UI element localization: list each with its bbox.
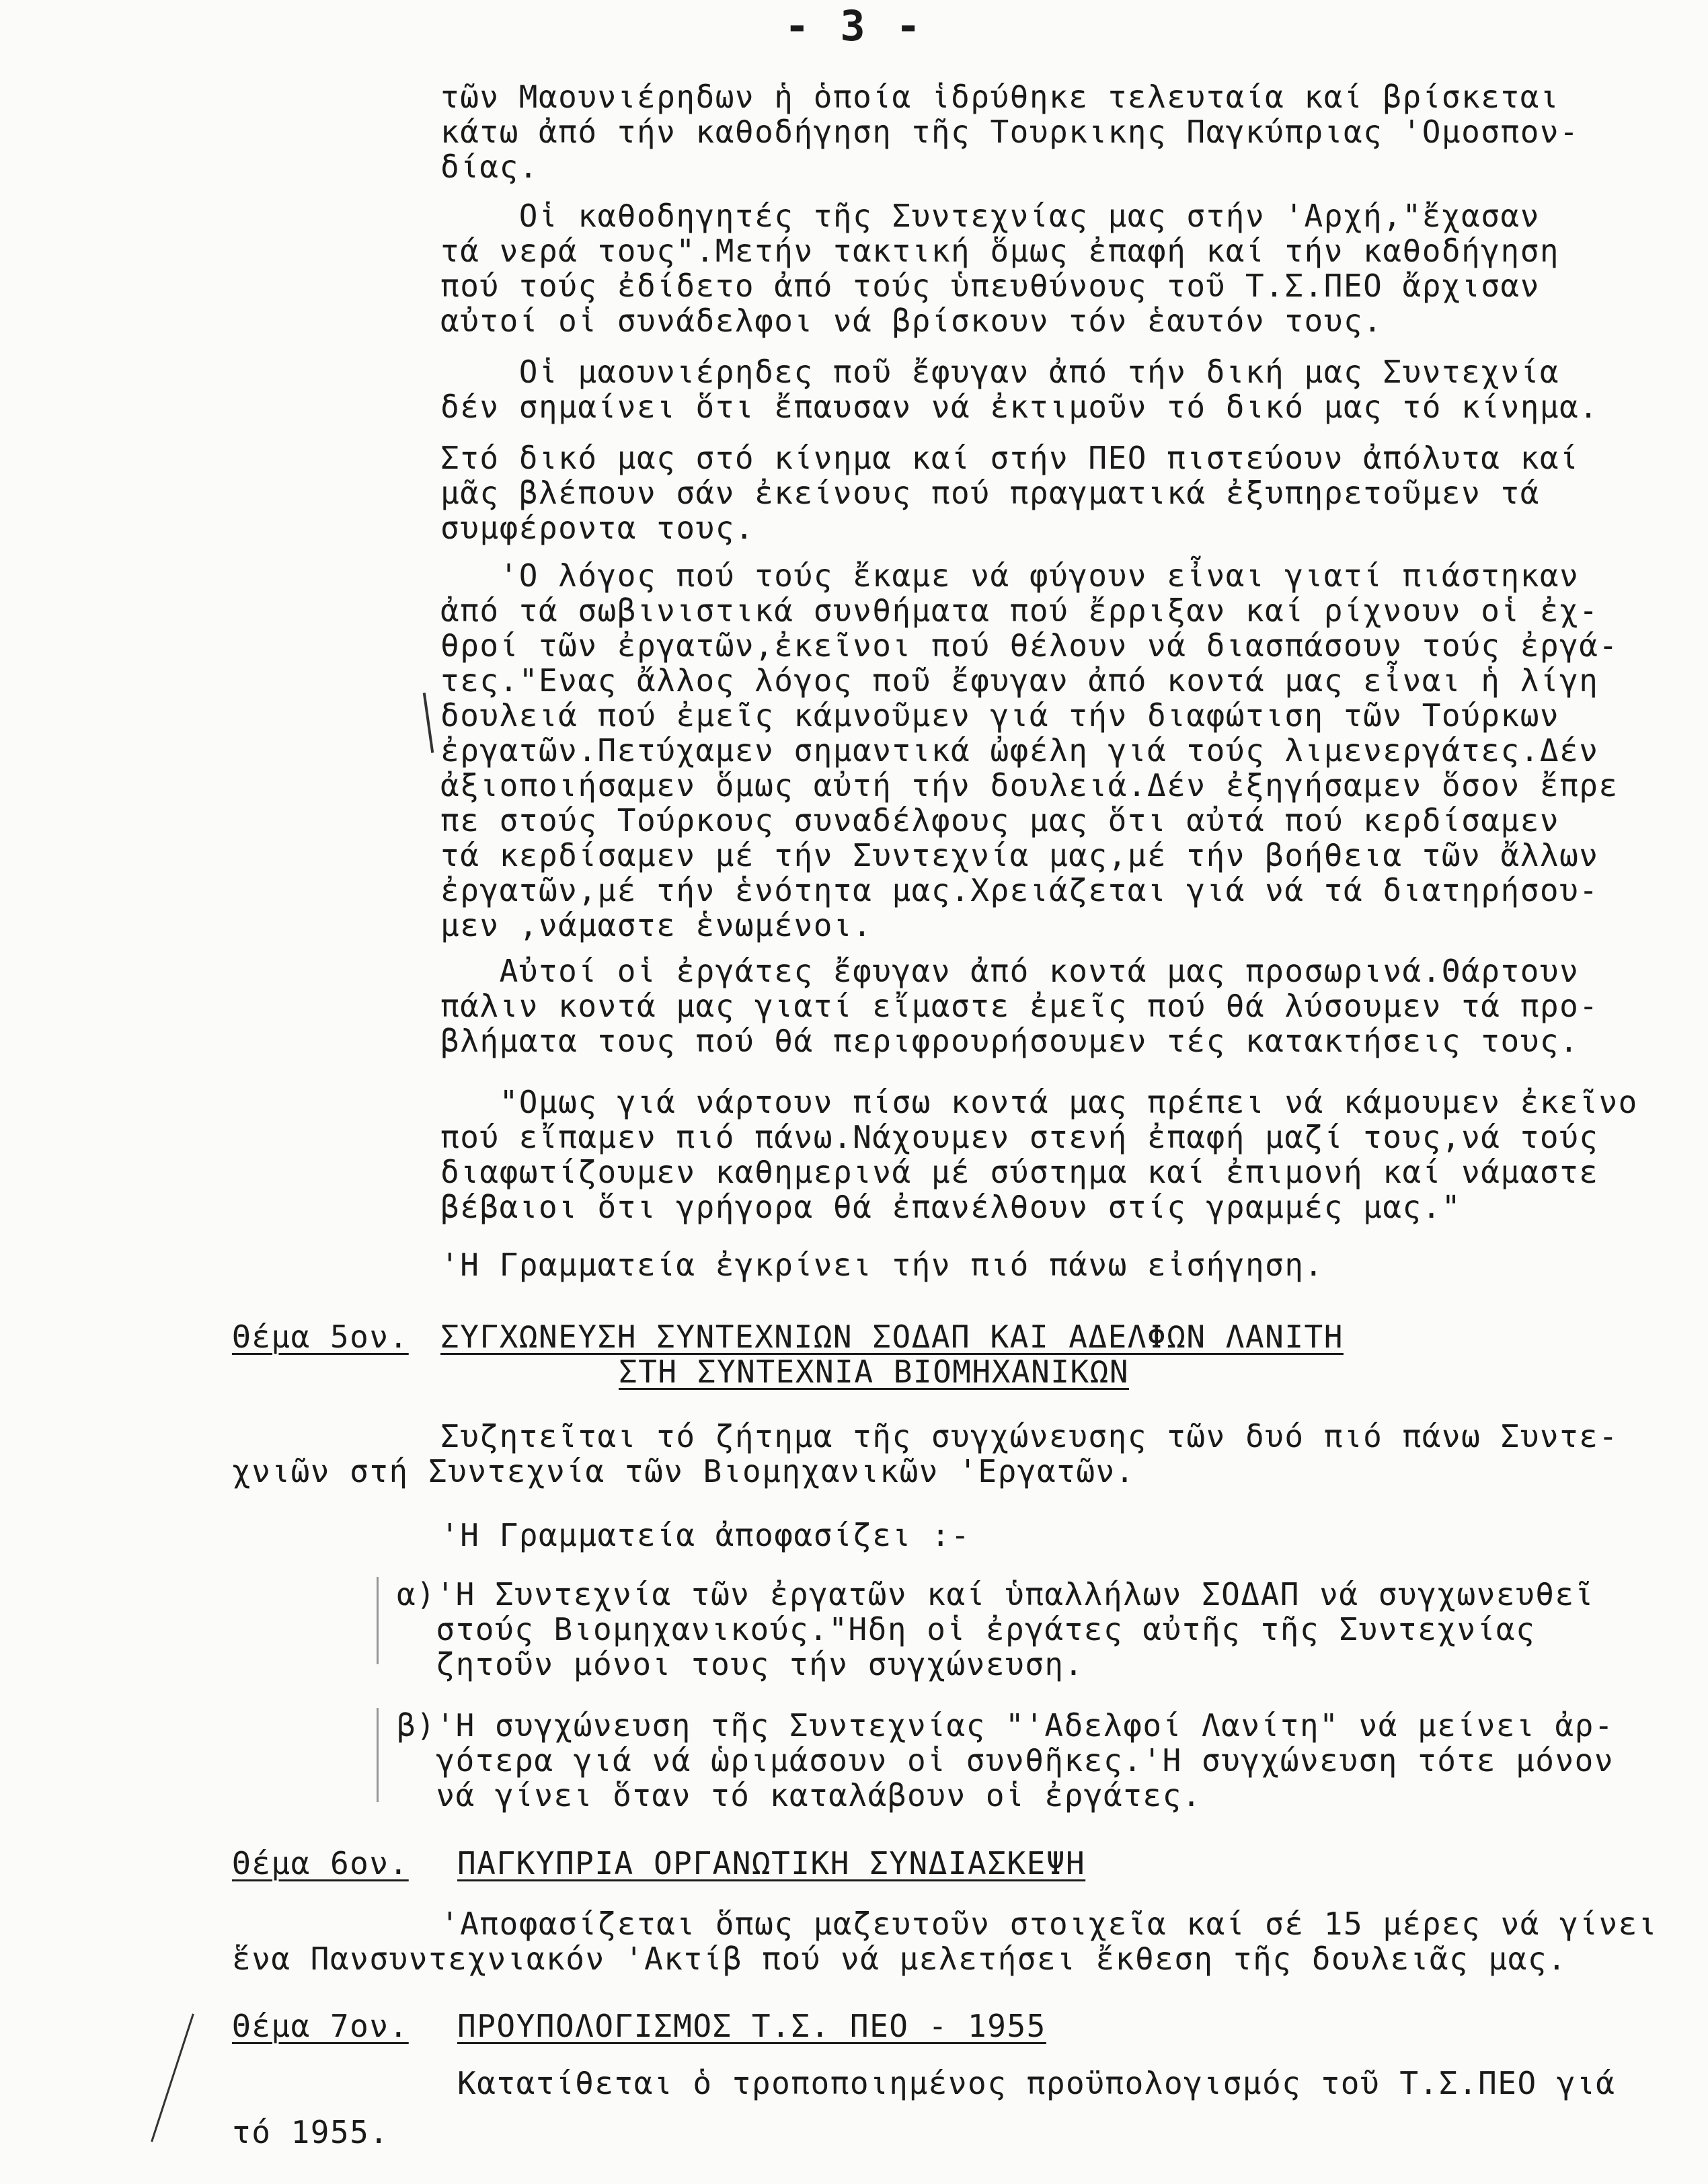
text-line: δουλειά πού ἐμεῖς κάμνοῦμεν γιά τήν διαφώτιση τῶν Τούρκων (440, 697, 1560, 734)
theme-5-title: ΣΤΗ ΣΥΝΤΕΧΝΙΑ ΒΙΟΜΗΧΑΝΙΚΩΝ (619, 1354, 1130, 1390)
text-line: ἐργατῶν.Πετύχαμεν σημαντικά ὠφέλη γιά τούς λιμενεργάτες.Δέν (440, 732, 1599, 769)
theme-7-title: ΠΡΟΥΠΟΛΟΓΙΣΜΟΣ Τ.Σ. ΠΕΟ - 1955 (457, 2008, 1046, 2044)
text-line: αὐτοί οἱ συνάδελφοι νά βρίσκουν τόν ἑαυτόν τους. (440, 303, 1383, 339)
text-line: βλήματα τους πού θά περιφρουρήσουμεν τές κατακτήσεις τους. (440, 1023, 1580, 1059)
text-line: 'Η Γραμματεία ἐγκρίνει τήν πιό πάνω εἰσήγηση. (440, 1247, 1324, 1283)
theme-5-title: ΣΥΓΧΩΝΕΥΣΗ ΣΥΝΤΕΧΝΙΩΝ ΣΟΔΑΠ ΚΑΙ ΑΔΕΛΦΩΝ ΛΑΝΙΤΗ (440, 1319, 1344, 1355)
text-line: θροί τῶν ἐργατῶν,ἐκεῖνοι πού θέλουν νά διασπάσουν τούς ἐργά- (440, 627, 1619, 664)
text-line: δίας. (440, 149, 539, 185)
text-line: πάλιν κοντά μας γιατί εἴμαστε ἐμεῖς πού θά λύσουμεν τά προ- (440, 988, 1599, 1024)
theme-6-label: Θέμα 6ον. (232, 1845, 409, 1881)
text-line: τῶν Μαουνιέρηδων ἡ ὁποία ἱδρύθηκε τελευταία καί βρίσκεται (440, 79, 1560, 115)
text-line: Αὐτοί οἱ ἐργάτες ἔφυγαν ἀπό κοντά μας προσωρινά.Θάρτουν (440, 953, 1580, 989)
theme-5-label: Θέμα 5ον. (232, 1319, 409, 1355)
text-line: πού τούς ἐδίδετο ἀπό τούς ὑπευθύνους τοῦ Τ.Σ.ΠΕΟ ἄρχισαν (440, 268, 1540, 304)
text-line: Οἱ καθοδηγητές τῆς Συντεχνίας μας στήν 'Αρχή,"ἔχασαν (440, 198, 1540, 234)
text-line: τά κερδίσαμεν μέ τήν Συντεχνία μας,μέ τήν βοήθεια τῶν ἄλλων (440, 837, 1599, 873)
text-line: κάτω ἀπό τήν καθοδήγηση τῆς Τουρκικης Παγκύπριας 'Ομοσπον- (440, 114, 1580, 150)
list-item: β)'Η συγχώνευση τῆς Συντεχνίας "'Αδελφοί Λανίτη" νά μείνει ἀρ- (397, 1707, 1615, 1744)
list-item: στούς Βιομηχανικούς."Ηδη οἱ ἐργάτες αὐτῆς τῆς Συντεχνίας (397, 1611, 1536, 1647)
margin-mark (377, 1577, 379, 1664)
text-line: ἀπό τά σωβινιστικά συνθήματα πού ἔρριξαν καί ρίχνουν οἱ ἐχ- (440, 592, 1599, 629)
margin-mark (151, 2013, 194, 2142)
list-item: α)'Η Συντεχνία τῶν ἐργατῶν καί ὑπαλλήλων ΣΟΔΑΠ νά συγχωνευθεῖ (397, 1576, 1594, 1612)
text-line: Οἱ μαουνιέρηδες ποῦ ἔφυγαν ἀπό τήν δική μας Συντεχνία (440, 354, 1560, 390)
text-line: βέβαιοι ὅτι γρήγορα θά ἐπανέλθουν στίς γραμμές μας." (440, 1189, 1462, 1225)
text-line: 'Η Γραμματεία ἀποφασίζει :- (440, 1517, 971, 1553)
text-line: Κατατίθεται ὁ τροποποιημένος προϋπολογισμός τοῦ Τ.Σ.ΠΕΟ γιά (457, 2065, 1616, 2101)
text-line: ἀξιοποιήσαμεν ὅμως αὐτή τήν δουλειά.Δέν ἐξηγήσαμεν ὅσον ἔπρε (440, 767, 1619, 804)
text-line: ἐργατῶν,μέ τήν ἑνότητα μας.Χρειάζεται γιά νά τά διατηρήσου- (440, 872, 1599, 908)
text-line: Στό δικό μας στό κίνημα καί στήν ΠΕΟ πιστεύουν ἀπόλυτα καί (440, 440, 1580, 476)
text-line: 'Αποφασίζεται ὅπως μαζευτοῦν στοιχεῖα καί σέ 15 μέρες νά γίνει (440, 1906, 1658, 1942)
margin-mark (377, 1708, 379, 1802)
text-line: Συζητεῖται τό ζήτημα τῆς συγχώνευσης τῶν δυό πιό πάνω Συντε- (440, 1418, 1619, 1454)
list-item: γότερα γιά νά ὡριμάσουν οἱ συνθῆκες.'Η συγχώνευση τότε μόνον (397, 1742, 1615, 1779)
text-line: 'Ο λόγος πού τούς ἔκαμε νά φύγουν εἶναι γιατί πιάστηκαν (440, 557, 1580, 594)
theme-7-label: Θέμα 7ον. (232, 2008, 409, 2044)
text-line: συμφέροντα τους. (440, 510, 755, 546)
text-line: τά νερά τους".Μετήν τακτική ὅμως ἐπαφή καί τήν καθοδήγηση (440, 233, 1560, 269)
text-line: ἕνα Πανσυντεχνιακόν 'Ακτίβ πού νά μελετήσει ἔκθεση τῆς δουλειᾶς μας. (232, 1941, 1567, 1977)
text-line: πε στούς Τούρκους συναδέλφους μας ὅτι αὐτά πού κερδίσαμεν (440, 802, 1560, 838)
page-number: - 3 - (784, 1, 924, 50)
text-line: τό 1955. (232, 2114, 389, 2150)
text-line: τες."Ενας ἄλλος λόγος ποῦ ἔφυγαν ἀπό κοντά μας εἶναι ἡ λίγη (440, 662, 1599, 699)
theme-6-title: ΠΑΓΚΥΠΡΙΑ ΟΡΓΑΝΩΤΙΚΗ ΣΥΝΔΙΑΣΚΕΨΗ (457, 1845, 1086, 1881)
text-line: μεν ,νάμαστε ἑνωμένοι. (440, 907, 873, 943)
text-line: "Ομως γιά νάρτουν πίσω κοντά μας πρέπει νά κάμουμεν ἐκεῖνο (440, 1084, 1638, 1120)
text-line: διαφωτίζουμεν καθημερινά μέ σύστημα καί ἐπιμονή καί νάμαστε (440, 1154, 1599, 1190)
text-line: χνιῶν στή Συντεχνία τῶν Βιομηχανικῶν 'Εργατῶν. (232, 1453, 1135, 1489)
margin-mark (423, 693, 434, 753)
list-item: νά γίνει ὅταν τό καταλάβουν οἱ ἐργάτες. (397, 1777, 1202, 1814)
text-line: μᾶς βλέπουν σάν ἐκείνους πού πραγματικά ἐξυπηρετοῦμεν τά (440, 475, 1540, 511)
text-line: δέν σημαίνει ὅτι ἔπαυσαν νά ἐκτιμοῦν τό δικό μας τό κίνημα. (440, 389, 1599, 425)
list-item: ζητοῦν μόνοι τους τήν συγχώνευση. (397, 1646, 1084, 1682)
text-line: πού εἴπαμεν πιό πάνω.Νάχουμεν στενή ἐπαφή μαζί τους,νά τούς (440, 1119, 1599, 1155)
